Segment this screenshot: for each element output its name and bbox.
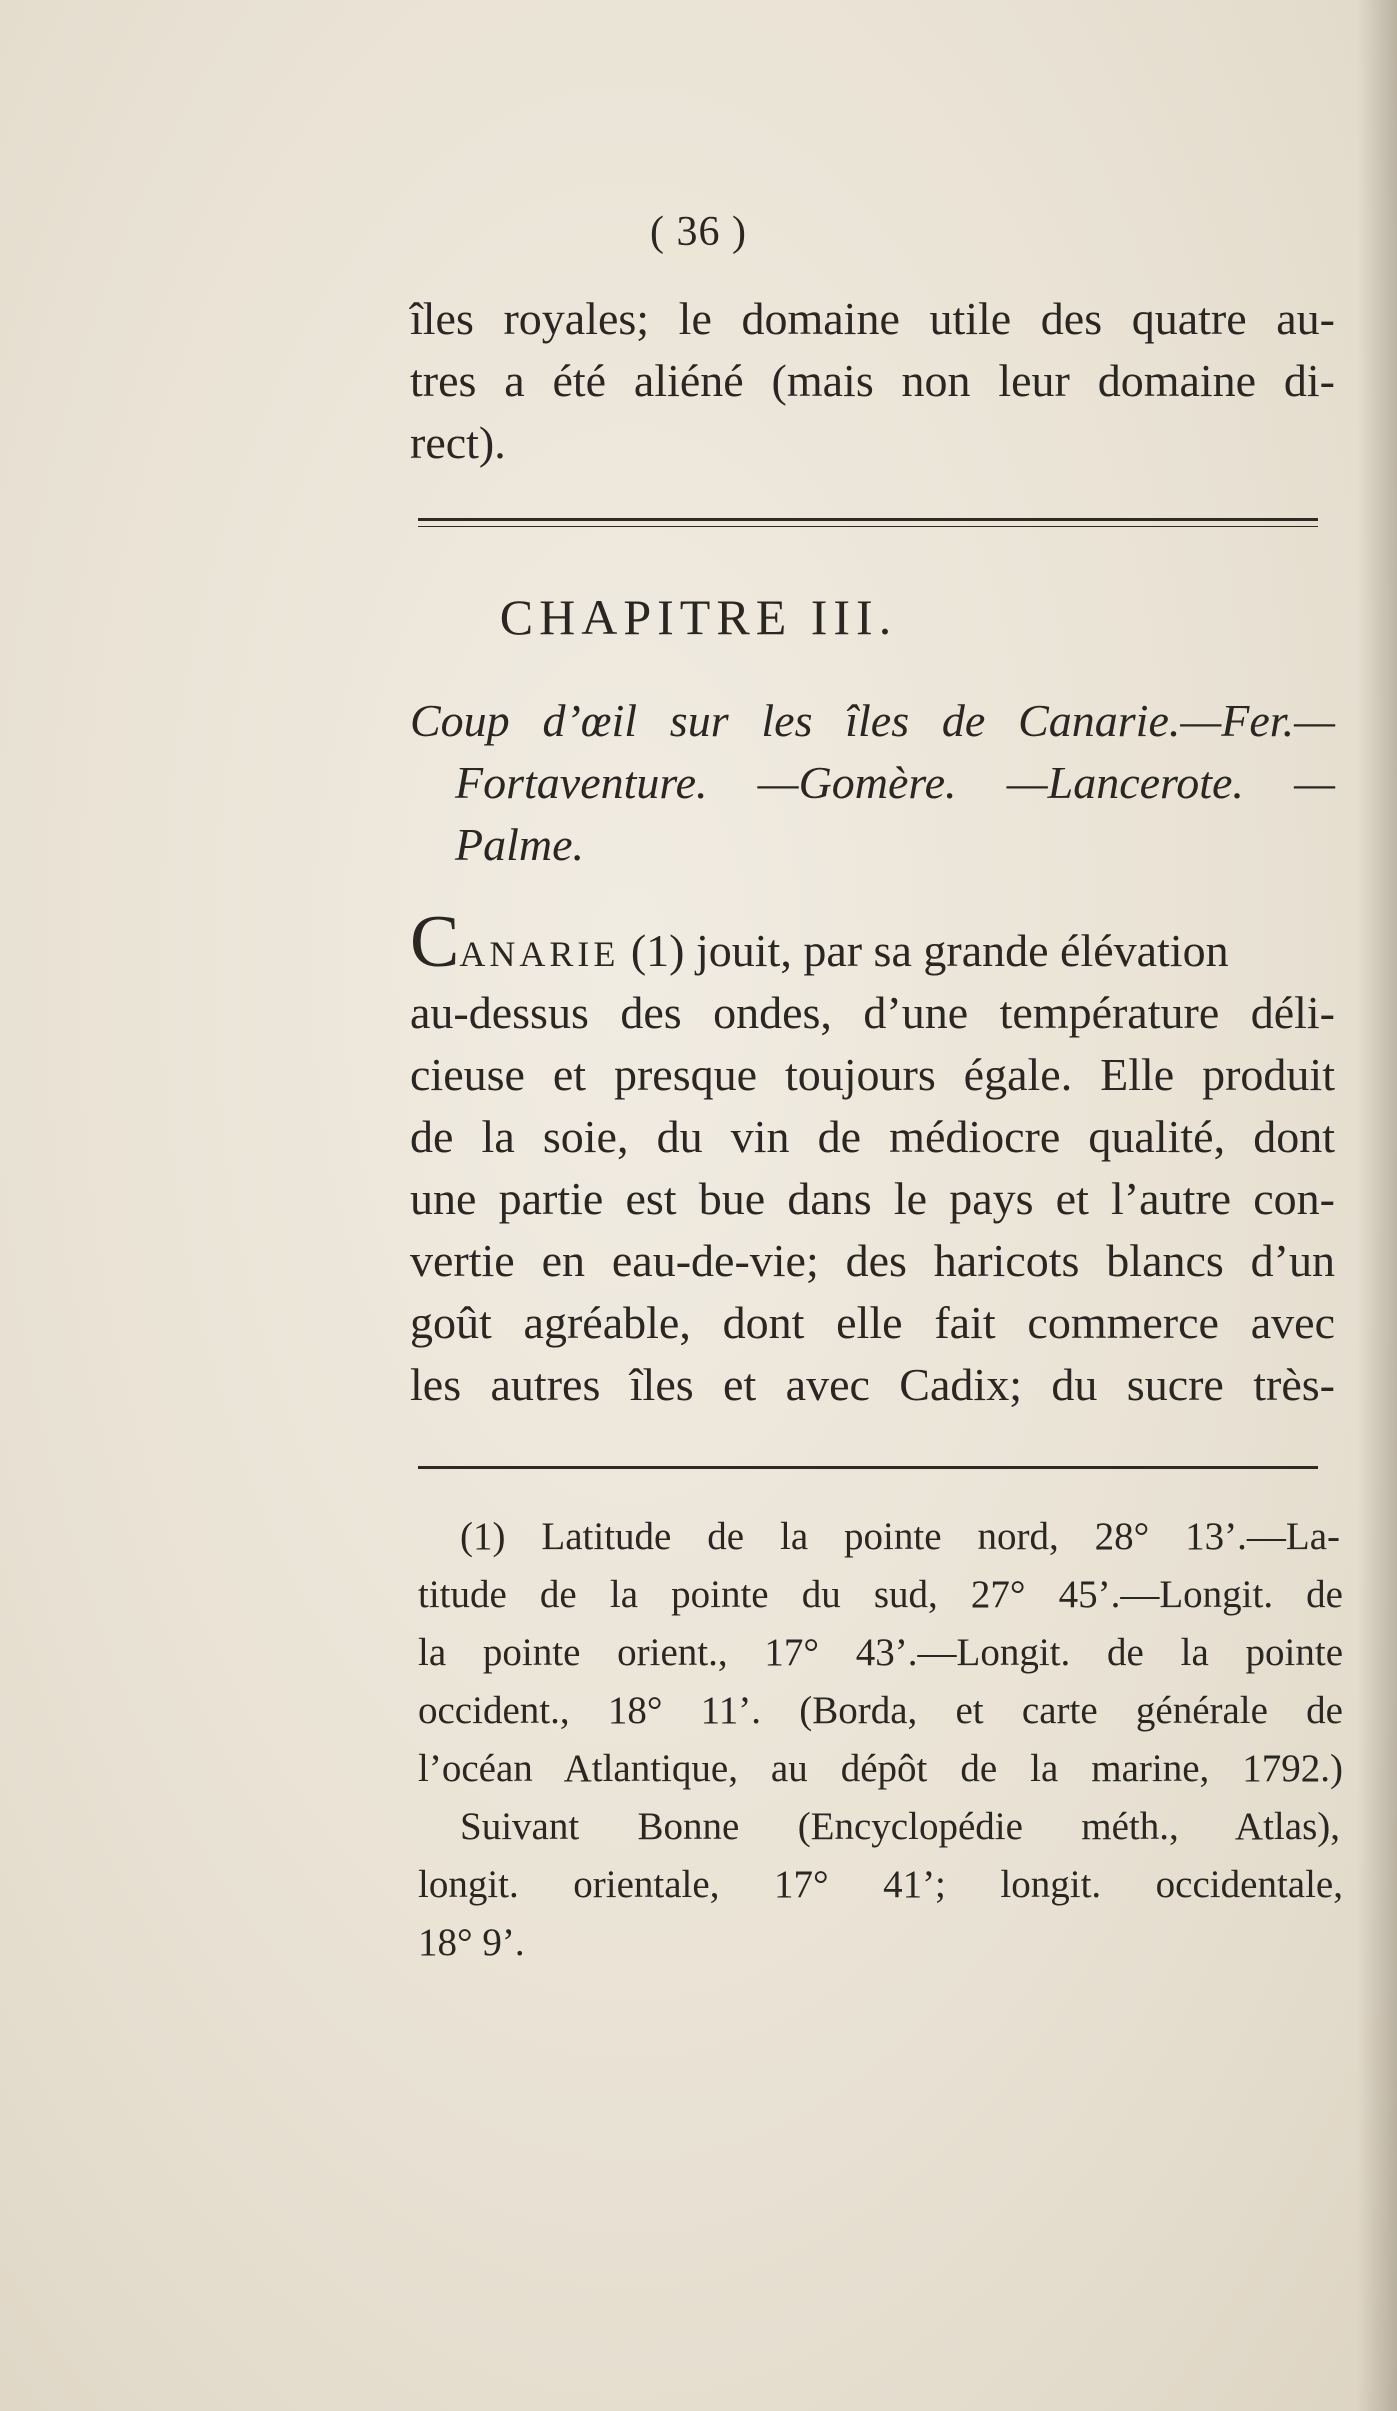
footnote-line: l’océan Atlantique, au dépôt de la marine, 1792.)	[418, 1747, 1343, 1790]
body-first-line	[410, 901, 1335, 985]
top-line-3: rect).	[410, 417, 506, 468]
body-line: au-dessus des ondes, d’une température déli-	[410, 987, 1335, 1038]
footnote-line: longit. orientale, 17° 41’; longit. occidentale,	[418, 1863, 1343, 1906]
spine-shadow	[1357, 0, 1397, 2411]
body-line: vertie en eau-de-vie; des haricots blancs d’un	[410, 1235, 1335, 1286]
chapter-rule-thin	[418, 526, 1318, 527]
body-line: cieuse et presque toujours égale. Elle produit	[410, 1049, 1335, 1100]
footnote-rule	[418, 1466, 1318, 1469]
body-line: goût agréable, dont elle fait commerce avec	[410, 1297, 1335, 1348]
chapter-summary-line-1: Coup d’œil sur les îles de Canarie.—Fer.—	[410, 695, 1335, 746]
body-line: les autres îles et avec Cadix; du sucre très-	[410, 1359, 1335, 1410]
dropcap: C	[410, 901, 460, 983]
chapter-summary-line-3: Palme.	[455, 819, 585, 870]
top-line-2: tres a été aliéné (mais non leur domaine di-	[410, 355, 1335, 406]
footnote-line: titude de la pointe du sud, 27° 45’.—Longit. de	[418, 1573, 1343, 1616]
chapter-rule-thick	[418, 518, 1318, 521]
body-line: de la soie, du vin de médiocre qualité, dont	[410, 1111, 1335, 1162]
footnote-line: la pointe orient., 17° 43’.—Longit. de la pointe	[418, 1631, 1343, 1674]
first-line-rest: (1) jouit, par sa grande élévation	[619, 925, 1229, 976]
footnote-line: Suivant Bonne (Encyclopédie méth., Atlas),	[460, 1805, 1340, 1848]
chapter-title: CHAPITRE III.	[499, 589, 898, 645]
footnote-line: (1) Latitude de la pointe nord, 28° 13’.—La-	[460, 1515, 1340, 1558]
chapter-summary-line-2: Fortaventure. —Gomère. —Lancerote. —	[455, 757, 1335, 808]
footnote-line: 18° 9’.	[418, 1921, 525, 1964]
footnote-line: occident., 18° 11’. (Borda, et carte générale de	[418, 1689, 1343, 1732]
top-line-1: îles royales; le domaine utile des quatre au-	[410, 293, 1335, 344]
page-number: ( 36 )	[650, 209, 747, 255]
body-line: une partie est bue dans le pays et l’autre con-	[410, 1173, 1335, 1224]
smallcaps-word: ANARIE	[459, 934, 620, 974]
